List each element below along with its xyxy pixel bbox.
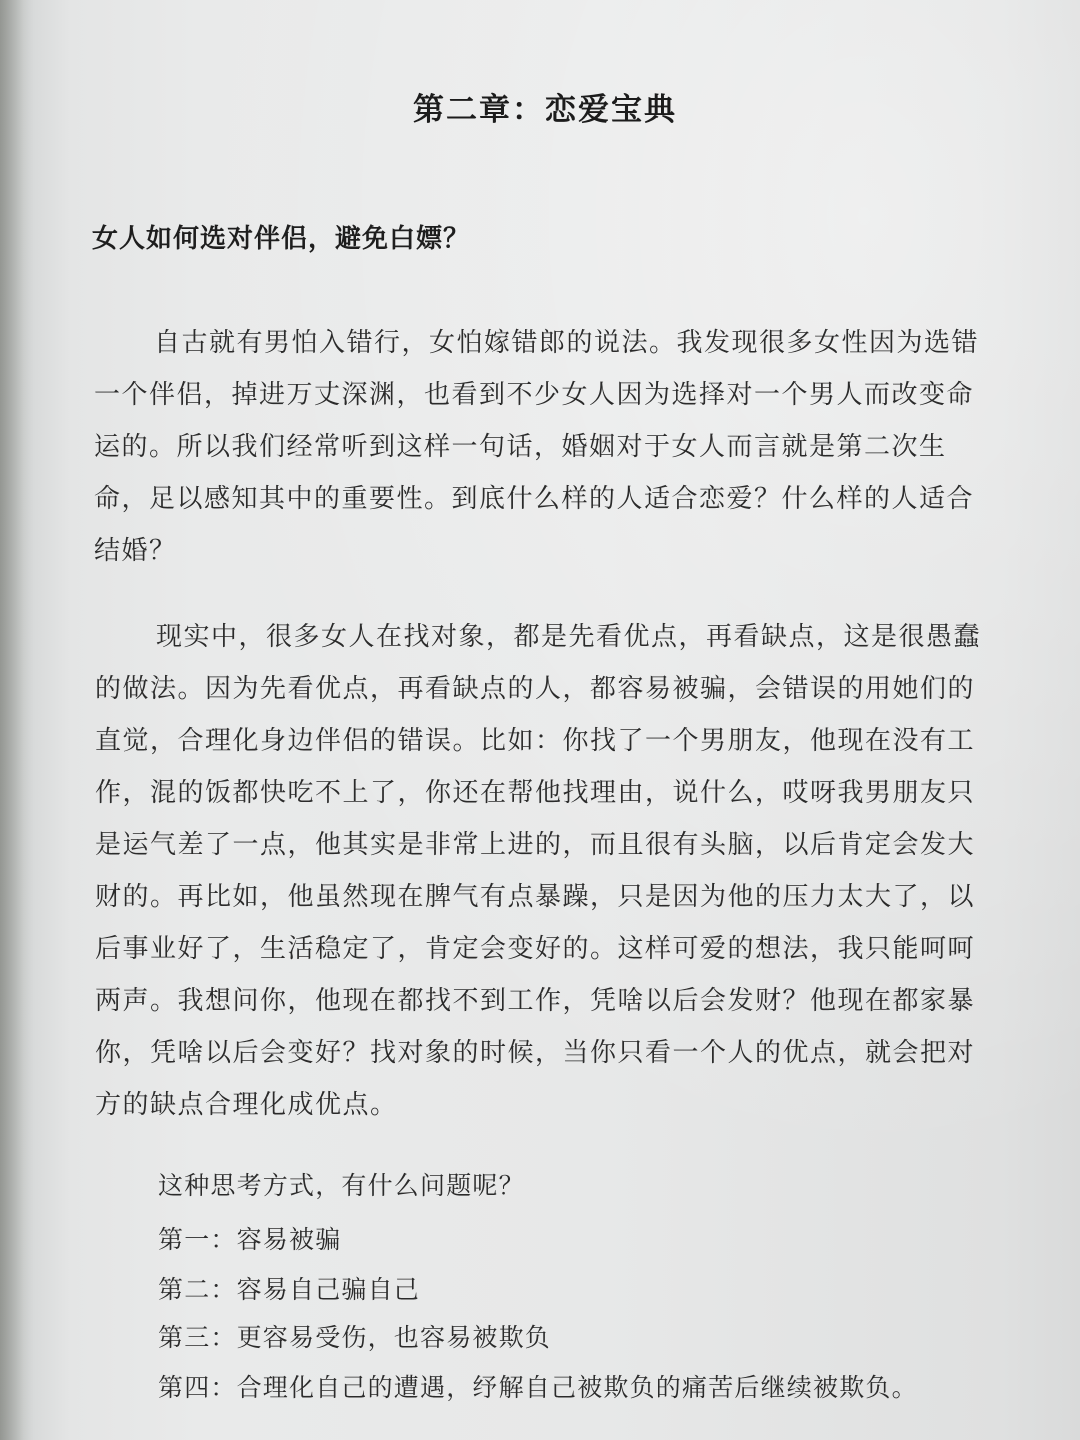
list-item: 第四：合理化自己的遭遇，纾解自己被欺负的痛苦后继续被欺负。 [158, 1373, 918, 1402]
paragraph-line: 的做法。因为先看优点，再看缺点的人，都容易被骗，会错误的用她们的 [95, 674, 976, 704]
paragraph-line: 是运气差了一点，他其实是非常上进的，而且很有头脑，以后肯定会发大 [95, 830, 976, 860]
paragraph-line: 你，凭啥以后会变好？找对象的时候，当你只看一个人的优点，就会把对 [95, 1038, 976, 1068]
list-item: 第三：更容易受伤，也容易被欺负 [158, 1323, 552, 1352]
paragraph-line: 后事业好了，生活稳定了，肯定会变好的。这样可爱的想法，我只能呵呵 [95, 934, 976, 964]
list-item: 第一：容易被骗 [158, 1225, 342, 1254]
paragraph-line: 运的。所以我们经常听到这样一句话，婚姻对于女人而言就是第二次生 [94, 432, 947, 462]
section-heading: 女人如何选对伴侣，避免白嫖？ [92, 224, 471, 254]
list-item: 第二：容易自己骗自己 [158, 1275, 421, 1304]
paragraph-line: 作，混的饭都快吃不上了，你还在帮他找理由，说什么，哎呀我男朋友只 [95, 778, 976, 808]
paragraph-line: 现实中，很多女人在找对象，都是先看优点，再看缺点，这是很愚蠢 [156, 622, 982, 652]
paragraph-line: 直觉，合理化身边伴侣的错误。比如：你找了一个男朋友，他现在没有工 [95, 726, 976, 756]
paragraph-line: 自古就有男怕入错行，女怕嫁错郎的说法。我发现很多女性因为选错 [154, 328, 980, 358]
paragraph-line: 方的缺点合理化成优点。 [95, 1090, 398, 1120]
paragraph-line: 命，足以感知其中的重要性。到底什么样的人适合恋爱？什么样的人适合 [94, 484, 975, 514]
spine-shadow [0, 0, 34, 1440]
question-line: 这种思考方式，有什么问题呢？ [158, 1171, 525, 1200]
paragraph-line: 一个伴侣，掉进万丈深渊，也看到不少女人因为选择对一个男人而改变命 [94, 380, 975, 410]
paragraph-line: 结婚？ [94, 536, 177, 566]
chapter-title: 第二章：恋爱宝典 [413, 92, 677, 128]
paragraph-line: 财的。再比如，他虽然现在脾气有点暴躁，只是因为他的压力太大了，以 [95, 882, 976, 912]
paragraph-line: 两声。我想问你，他现在都找不到工作，凭啥以后会发财？他现在都家暴 [95, 986, 976, 1016]
